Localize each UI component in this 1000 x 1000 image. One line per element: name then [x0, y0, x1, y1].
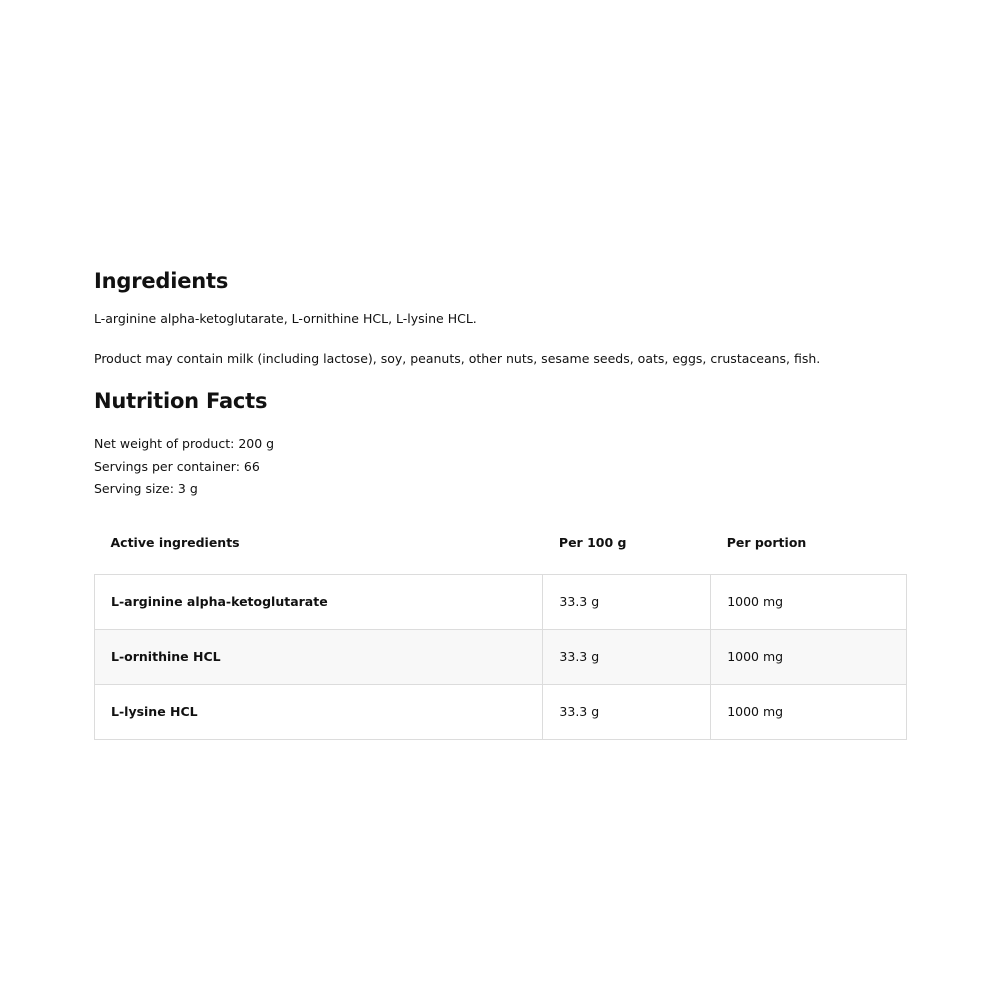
- nutrition-table: [94, 515, 907, 740]
- per-portion-value: 1000 mg: [711, 629, 907, 684]
- serving-size: Serving size: 3 g: [94, 481, 198, 496]
- table-row: [95, 629, 907, 684]
- per-portion-value: 1000 mg: [711, 684, 907, 739]
- table-header-row: [95, 515, 907, 575]
- per-portion-value: 1000 mg: [711, 574, 907, 629]
- per-100g-value: 33.3 g: [543, 684, 711, 739]
- ingredient-name: L-ornithine HCL: [95, 629, 543, 684]
- per-100g-value: 33.3 g: [543, 629, 711, 684]
- servings-per-container: Servings per container: 66: [94, 458, 260, 474]
- column-header-per-100g: Per 100 g: [558, 534, 627, 550]
- table-row: [95, 574, 907, 629]
- net-weight: Net weight of product: 200 g: [94, 436, 275, 451]
- allergen-notice: Product may contain milk (including lactose), soy, peanuts, other nuts, sesame seeds, oats, eggs, crustaceans, fish.: [94, 351, 821, 366]
- table-row: [95, 684, 907, 739]
- nutrition-meta: [94, 433, 907, 501]
- nutrition-facts-heading: Nutrition Facts: [94, 389, 268, 413]
- ingredients-heading: Ingredients: [94, 269, 229, 293]
- ingredient-name: L-arginine alpha-ketoglutarate: [95, 574, 543, 629]
- ingredient-name: L-lysine HCL: [95, 684, 543, 739]
- column-header-active-ingredients: Active ingredients: [110, 534, 240, 550]
- ingredients-composition: L-arginine alpha-ketoglutarate, L-ornithine HCL, L-lysine HCL.: [94, 311, 477, 326]
- product-info: [94, 266, 907, 740]
- per-100g-value: 33.3 g: [543, 574, 711, 629]
- column-header-per-portion: Per portion: [726, 534, 807, 550]
